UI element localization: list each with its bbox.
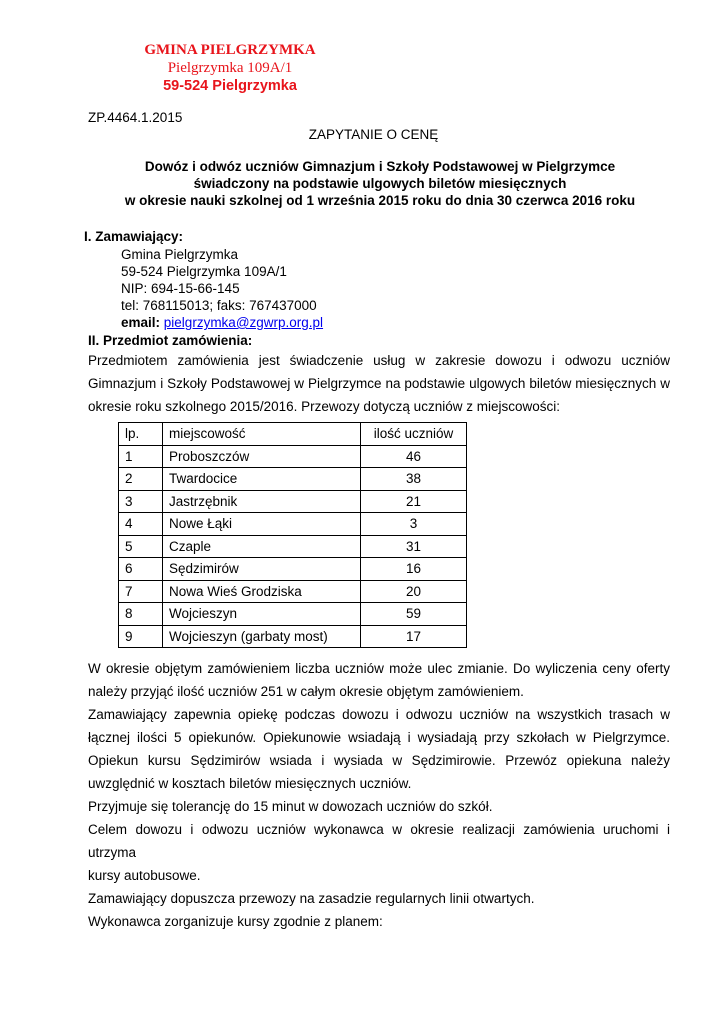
contractor-line: Gmina Pielgrzymka [121, 247, 239, 262]
locality-cell: Sędzimirów [163, 558, 361, 581]
section-1-heading: I. Zamawiający: [84, 229, 184, 244]
table-row [119, 558, 467, 581]
locality-cell: Twardocice [163, 468, 361, 491]
localities-table [118, 422, 467, 648]
section-2-intro [88, 349, 670, 418]
locality-cell: Czaple [163, 535, 361, 558]
table-row [119, 445, 467, 468]
intro-line: okresie roku szkolnego 2015/2016. Przewozy dotyczą uczniów z miejscowości: [88, 399, 560, 414]
table-row [119, 513, 467, 536]
contractor-line: tel: 768115013; faks: 767437000 [121, 298, 317, 313]
student-count-cell: 21 [361, 490, 467, 513]
row-number-cell: 9 [119, 625, 163, 648]
terms-line: Celem dowozu i odwozu uczniów wykonawca w okresie realizacji zamówienia uruchomi i utrzyma [88, 822, 670, 860]
terms-line: W okresie objętym zamówieniem liczba uczniów może ulec zmianie. Do wyliczenia ceny oferty [88, 661, 670, 676]
table-row [119, 490, 467, 513]
contractor-line: 59-524 Pielgrzymka 109A/1 [121, 264, 287, 279]
table-row [119, 535, 467, 558]
reference-number: ZP.4464.1.2015 [88, 110, 183, 125]
subject-line: świadczony na podstawie ulgowych biletów miesięcznych [193, 176, 567, 191]
locality-cell: Wojcieszyn (garbaty most) [163, 625, 361, 648]
terms-line: Opiekun kursu Sędzimirów wsiada i wysiada w Sędzimirowie. Przewóz opiekuna należy [88, 753, 670, 768]
contractor-email-row [121, 314, 323, 331]
student-count-cell: 17 [361, 625, 467, 648]
row-number-cell: 7 [119, 580, 163, 603]
header-cell: ilość uczniów [361, 423, 467, 446]
student-count-cell: 3 [361, 513, 467, 536]
locality-cell: Jastrzębnik [163, 490, 361, 513]
student-count-cell: 16 [361, 558, 467, 581]
row-number-cell: 2 [119, 468, 163, 491]
subject-line: Dowóz i odwóz uczniów Gimnazjum i Szkoły Podstawowej w Pielgrzymce [144, 159, 616, 174]
terms-line: kursy autobusowe. [88, 868, 201, 883]
student-count-cell: 38 [361, 468, 467, 491]
row-number-cell: 8 [119, 603, 163, 626]
subject-line: w okresie nauki szkolnej od 1 września 2015 roku do dnia 30 czerwca 2016 roku [124, 193, 636, 208]
row-number-cell: 6 [119, 558, 163, 581]
intro-line: Gimnazjum i Szkoły Podstawowej w Pielgrzymce na podstawie ulgowych biletów miesięcznych w [88, 376, 670, 391]
document-title: ZAPYTANIE O CENĘ [308, 127, 439, 142]
locality-cell: Proboszczów [163, 445, 361, 468]
locality-cell: Nowe Łąki [163, 513, 361, 536]
student-count-cell: 31 [361, 535, 467, 558]
student-count-cell: 20 [361, 580, 467, 603]
section-2-heading: II. Przedmiot zamówienia: [88, 333, 253, 348]
header-cell: miejscowość [163, 423, 361, 446]
terms-line: Przyjmuje się tolerancję do 15 minut w dowozach uczniów do szkół. [88, 799, 493, 814]
email-link[interactable]: pielgrzymka@zgwrp.org.pl [163, 315, 324, 330]
student-count-cell: 59 [361, 603, 467, 626]
terms-line: uwzględnić w kosztach biletów miesięcznych uczniów. [88, 776, 412, 791]
terms-line: Zamawiający zapewnia opiekę podczas dowozu i odwozu uczniów na wszystkich trasach w [88, 707, 670, 722]
intro-line: Przedmiotem zamówienia jest świadczenie usług w zakresie dowozu i odwozu uczniów [88, 353, 670, 368]
table-row [119, 625, 467, 648]
contractor-line: NIP: 694-15-66-145 [121, 281, 240, 296]
table-header-row [119, 423, 467, 446]
header-cell: lp. [119, 423, 163, 446]
row-number-cell: 4 [119, 513, 163, 536]
locality-cell: Nowa Wieś Grodziska [163, 580, 361, 603]
terms-text [88, 657, 670, 933]
table-row [119, 603, 467, 626]
terms-line: łącznej ilości 5 opiekunów. Opiekunowie wsiadają i wysiadają przy szkołach w Pielgrzymce. [88, 730, 670, 745]
terms-line: Wykonawca zorganizuje kursy zgodnie z planem: [88, 914, 383, 929]
org-name: GMINA PIELGRZYMKA [144, 42, 316, 58]
terms-line: należy przyjąć ilość uczniów 251 w całym okresie objętym zamówieniem. [88, 684, 524, 699]
locality-cell: Wojcieszyn [163, 603, 361, 626]
subject-block [100, 158, 660, 209]
row-number-cell: 3 [119, 490, 163, 513]
table-row [119, 468, 467, 491]
contractor-details [121, 246, 323, 331]
row-number-cell: 5 [119, 535, 163, 558]
org-postal: 59-524 Pielgrzymka [163, 78, 297, 94]
org-address: Pielgrzymka 109A/1 [167, 60, 293, 76]
student-count-cell: 46 [361, 445, 467, 468]
terms-line: Zamawiający dopuszcza przewozy na zasadzie regularnych linii otwartych. [88, 891, 535, 906]
email-label: email: [121, 315, 161, 330]
row-number-cell: 1 [119, 445, 163, 468]
table-row [119, 580, 467, 603]
